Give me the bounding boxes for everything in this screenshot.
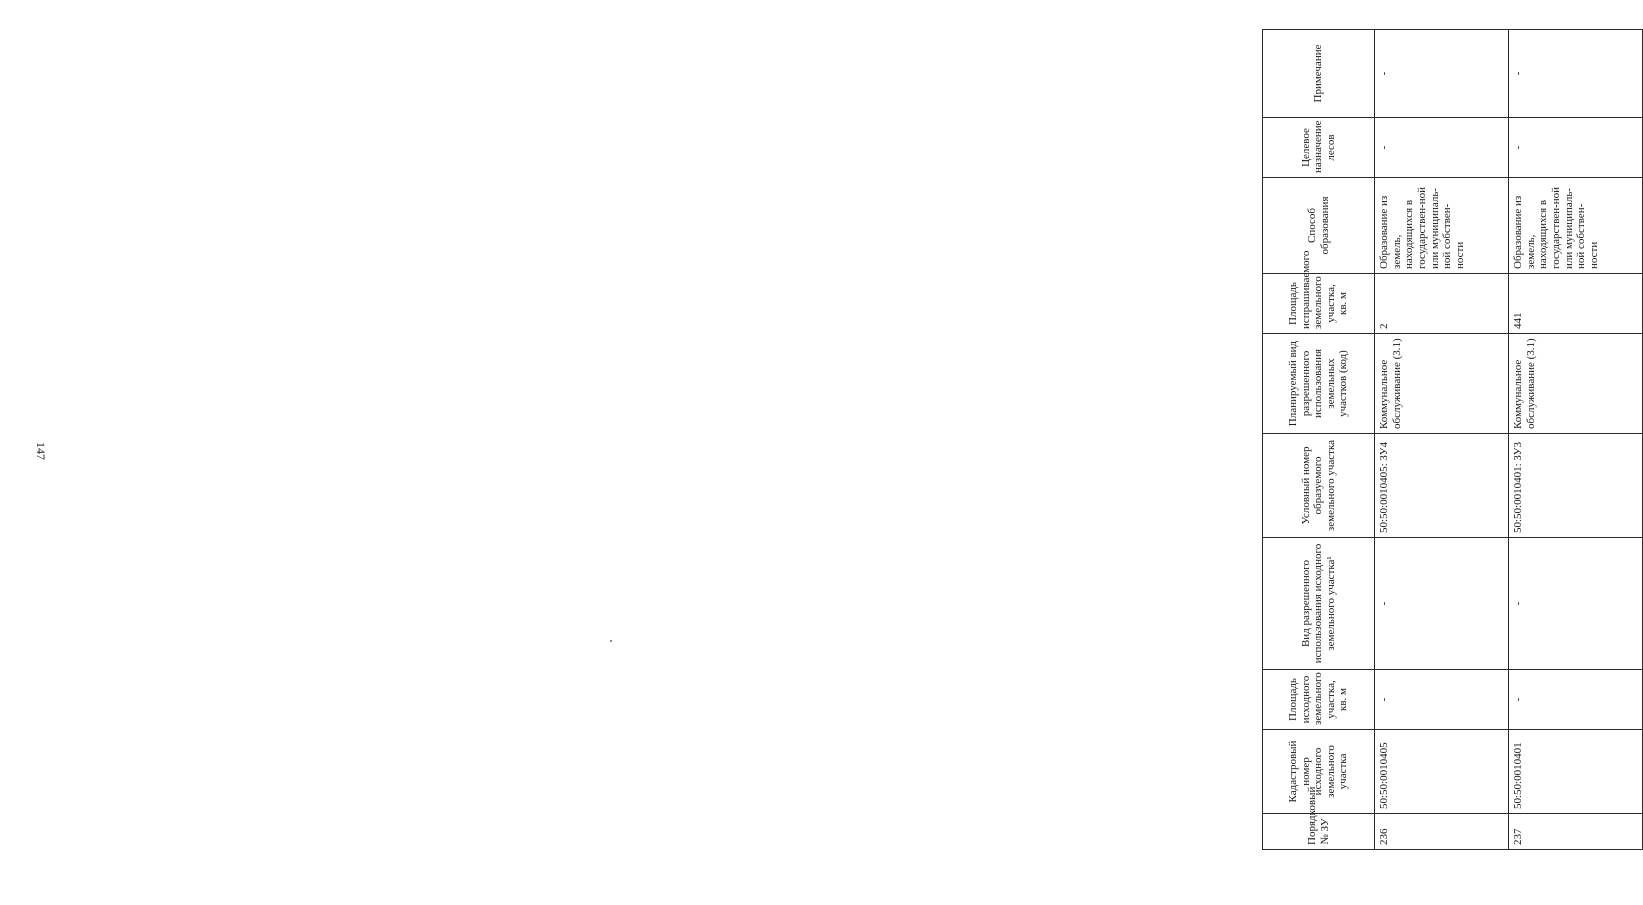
cell-src-area: - bbox=[1375, 670, 1509, 730]
cell-method: Образование из земель, находящихся в государствен-ной или муниципаль-ной собствен-ности bbox=[1375, 178, 1509, 274]
cell-note: - bbox=[1375, 30, 1509, 118]
cell-new-area: 2 bbox=[1375, 274, 1509, 334]
cell-method: Образование из земель, находящихся в государствен-ной или муниципаль-ной собствен-ности bbox=[1509, 178, 1643, 274]
header-cond-num: Условный номер образуемого земельного участка bbox=[1263, 434, 1375, 538]
land-plots-table-wrapper bbox=[62, 30, 1600, 850]
cell-src-use: - bbox=[1375, 538, 1509, 670]
header-src-area: Площадь исходного земельного участка, кв. м bbox=[1263, 670, 1375, 730]
cell-planned-use: Коммунальное обслуживание (3.1) bbox=[1375, 334, 1509, 434]
table-row bbox=[1375, 30, 1509, 850]
cell-forest: - bbox=[1509, 118, 1643, 178]
table-header-row bbox=[1263, 30, 1375, 850]
header-cadastral: Кадастровый номер исходного земельного участка bbox=[1263, 730, 1375, 814]
cell-new-area: 441 bbox=[1509, 274, 1643, 334]
header-note: Примечание bbox=[1263, 30, 1375, 118]
cell-seq: 237 bbox=[1509, 814, 1643, 850]
cell-src-use: - bbox=[1509, 538, 1643, 670]
cell-forest: - bbox=[1375, 118, 1509, 178]
cell-seq: 236 bbox=[1375, 814, 1509, 850]
scan-speck bbox=[610, 640, 612, 642]
cell-planned-use: Коммунальное обслуживание (3.1) bbox=[1509, 334, 1643, 434]
header-src-use: Вид разрешенного использования исходного земельного участка¹ bbox=[1263, 538, 1375, 670]
cell-note: - bbox=[1509, 30, 1643, 118]
header-forest: Целевое назначение лесов bbox=[1263, 118, 1375, 178]
header-seq: Порядковый № ЗУ bbox=[1263, 814, 1375, 850]
header-planned-use: Планируемый вид разрешенного использования земельных участков (код) bbox=[1263, 334, 1375, 434]
header-method: Способ образования bbox=[1263, 178, 1375, 274]
cell-cadastral: 50:50:0010405 bbox=[1375, 730, 1509, 814]
cell-cond-num: 50:50:0010405: ЗУ4 bbox=[1375, 434, 1509, 538]
land-plots-table bbox=[1262, 29, 1643, 850]
cell-cadastral: 50:50:0010401 bbox=[1509, 730, 1643, 814]
header-new-area: Площадь испрашиваемого земельного участка, кв. м bbox=[1263, 274, 1375, 334]
table-row bbox=[1509, 30, 1643, 850]
page-number: 147 bbox=[34, 442, 48, 460]
cell-src-area: - bbox=[1509, 670, 1643, 730]
cell-cond-num: 50:50:0010401: ЗУ3 bbox=[1509, 434, 1643, 538]
